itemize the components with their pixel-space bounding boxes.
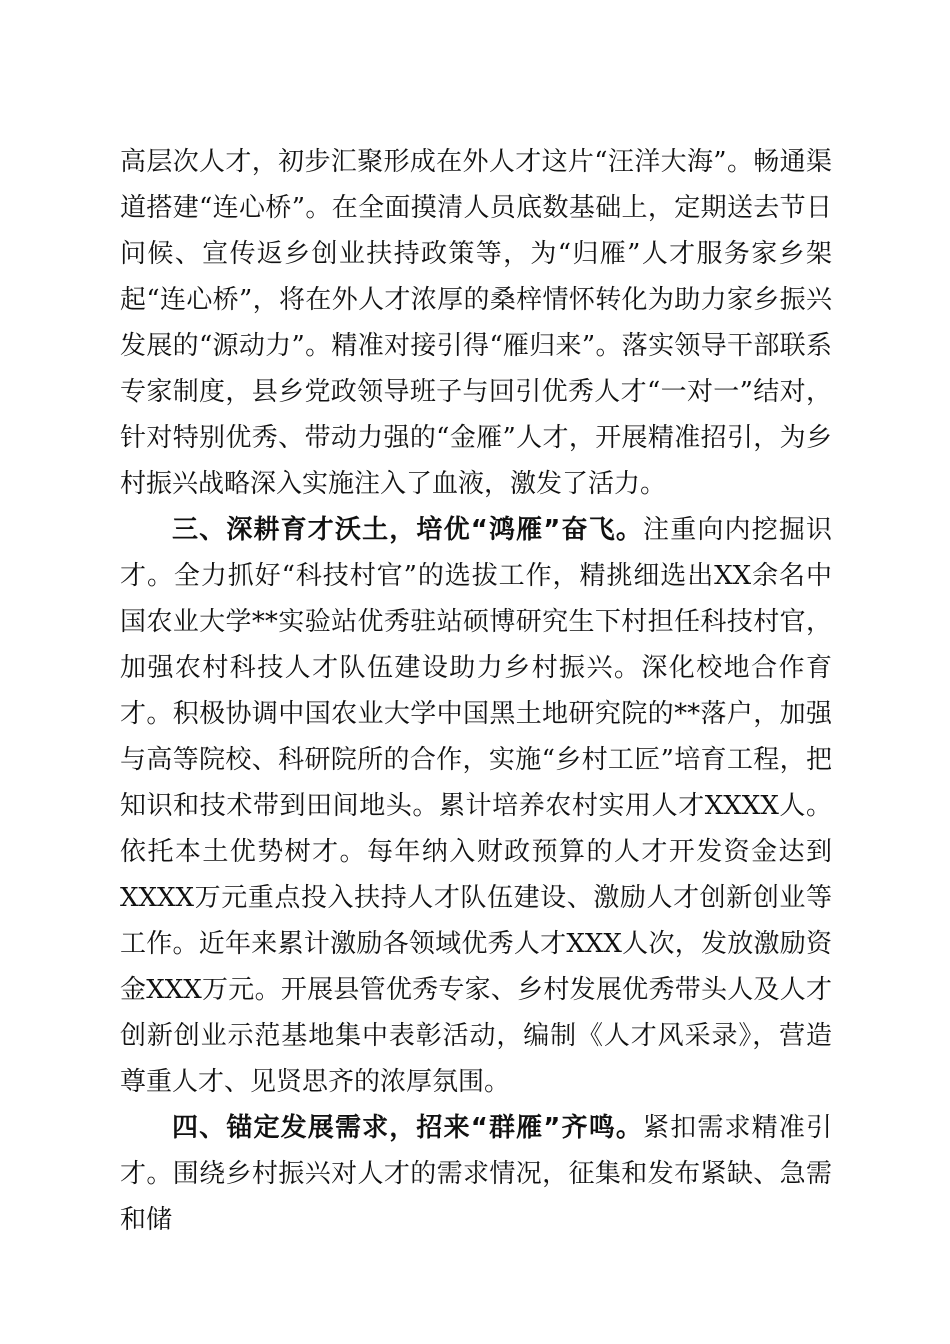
paragraph-1-text: 高层次人才，初步汇聚形成在外人才这片“汪洋大海”。畅通渠道搭建“连心桥”。在全面摸清人员底数基础上，定期送去节日问候、宣传返乡创业扶持政策等，为“归雁”人才服务家乡架起“连心桥”，将在外人才浓厚的桑梓情怀转化为助力家乡振兴发展的“源动力”。精准对接引得“雁归来”。落实领导干部联系专家制度，县乡党政领导班子与回引优秀人才“一对一”结对，针对特别优秀、带动力强的“金雁”人才，开展精准招引，为乡村振兴战略深入实施注入了血液，激发了活力。	[120, 147, 832, 499]
section-4-paragraph	[120, 1105, 832, 1243]
section-4-body: 紧扣需求精准引才。围绕乡村振兴对人才的需求情况，征集和发布紧缺、急需和储	[120, 1113, 832, 1235]
section-3-body: 注重向内挖掘识才。全力抓好“科技村官”的选拔工作，精挑细选出XX余名中国农业大学**实验站优秀驻站硕博研究生下村担任科技村官，加强农村科技人才队伍建设助力乡村振兴。深化校地合作育才。积极协调中国农业大学中国黑土地研究院的**落户，加强与高等院校、科研院所的合作，实施“乡村工匠”培育工程，把知识和技术带到田间地头。累计培养农村实用人才XXXX人。依托本土优势树才。每年纳入财政预算的人才开发资金达到XXXX万元重点投入扶持人才队伍建设、激励人才创新创业等工作。近年来累计激励各领域优秀人才XXX人次，发放激励资金XXX万元。开展县管优秀专家、乡村发展优秀带头人及人才创新创业示范基地集中表彰活动，编制《人才风采录》，营造尊重人才、见贤思齐的浓厚氛围。	[120, 515, 832, 1097]
paragraph-continued	[120, 139, 832, 507]
section-3-paragraph	[120, 507, 832, 1105]
document-body	[120, 139, 832, 1243]
section-4-heading: 四、锚定发展需求，招来“群雁”齐鸣。	[172, 1113, 644, 1143]
section-3-heading: 三、深耕育才沃土，培优“鸿雁”奋飞。	[172, 515, 644, 545]
